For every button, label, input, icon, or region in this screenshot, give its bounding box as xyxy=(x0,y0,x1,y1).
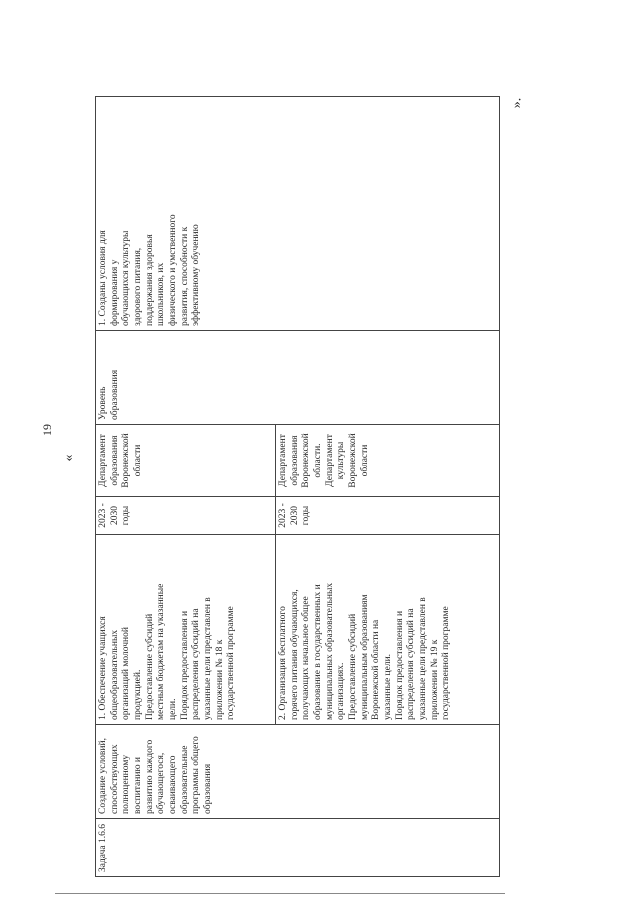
closing-quote: ». xyxy=(509,97,525,109)
measure-cell: 1. Обеспечение учащихся общеобразовательных организаций молочной продукцией. Предоставление субсидий местным бюджетам на указанные цели. Порядок предоставления и распределения субсидий на указанные цели представлен в приложении № 18 к государственной программе xyxy=(96,535,276,725)
rotated-table-container xyxy=(95,97,500,877)
indicator-cell: Уровень образования xyxy=(96,331,500,425)
program-table xyxy=(95,96,500,877)
period-cell: 2023 - 2030 годы xyxy=(96,497,276,535)
page-number: 19 xyxy=(40,424,54,436)
executor-cell: Департамент образования Воронежской области. Департамент культуры Воронежской области xyxy=(276,425,500,497)
executor-cell: Департамент образования Воронежской области xyxy=(96,425,276,497)
expected-result-cell: 1. Созданы условия для формирования у обучающихся культуры здорового питания, поддержания здоровья школьников, их физического и умственного развития, способности к эффективному обучению xyxy=(96,97,500,331)
opening-quote: « xyxy=(61,454,77,462)
task-description-cell: Создание условий, способствующих полноценному воспитанию и развитию каждого обучающегося, осваивающего образовательные программы общего образования xyxy=(96,725,500,819)
period-cell: 2023 - 2030 годы xyxy=(276,497,500,535)
task-id-cell: Задача 1.6.6 xyxy=(96,819,500,877)
table-row xyxy=(96,97,276,877)
measure-cell: 2. Организация бесплатного горячего питания обучающихся, получающих начальное общее образование в государственных и муниципальных образовательных организациях. Предоставление субсидий муниципальным образованиям Воронежской области на указанные цели. Порядок предоставления и распределения субсидий на указанные цели представлен в приложении № 19 к государственной программе xyxy=(276,535,500,725)
bottom-rule xyxy=(55,893,505,894)
